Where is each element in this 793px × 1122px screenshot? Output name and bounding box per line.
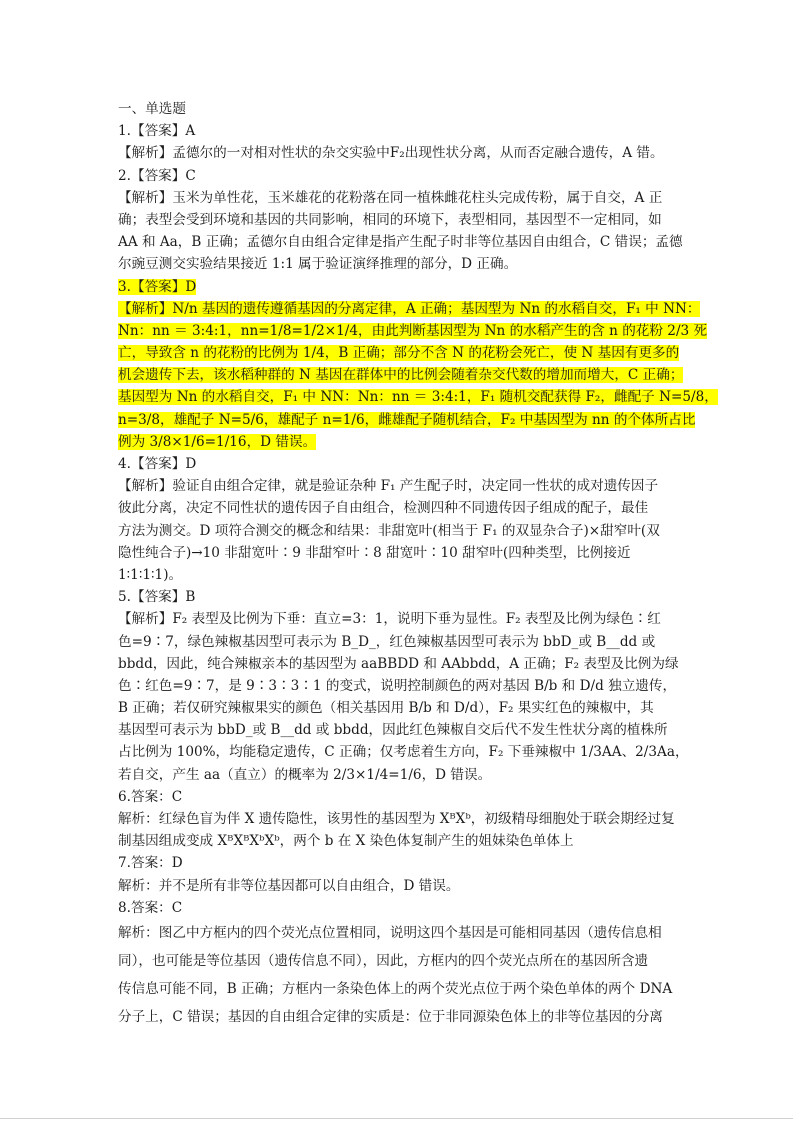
- answer-line-6: 6.答案：C: [118, 788, 183, 805]
- analysis-1-line-1: 【解析】孟德尔的一对相对性状的杂交实验中F₂出现性状分离，从而否定融合遗传，A 错。: [118, 145, 664, 162]
- analysis-8-line-1: 解析：图乙中方框内的四个荧光点位置相同，说明这四个基因是可能相同基因（遗传信息相: [118, 924, 662, 941]
- analysis-5-line-2: 色=9∶7，绿色辣椒基因型可表示为 B_D_，红色辣椒基因型可表示为 bbD_或 B__dd 或: [118, 633, 656, 650]
- answer-line-1: 1.【答案】A: [118, 123, 196, 140]
- answer-line-7: 7.答案：D: [118, 855, 183, 872]
- analysis-3-line-6: n=3/8，雄配子 N=5/6，雄配子 n=1/6，雌雄配子随机结合，F₂ 中基因型为 nn 的个体所占比: [118, 411, 696, 428]
- analysis-4-line-4: 隐性纯合子)→10 非甜宽叶∶9 非甜窄叶∶8 甜宽叶∶10 甜窄叶(四种类型，比例接近: [118, 544, 631, 561]
- answer-line-5: 5.【答案】B: [118, 589, 196, 606]
- analysis-3-line-2: Nn：nn ＝ 3:4:1，nn=1/8=1/2×1/4，由此判断基因型为 Nn 的水稻产生的含 n 的花粉 2/3 死: [118, 322, 708, 339]
- analysis-5-line-8: 若自交，产生 aa（直立）的概率为 2/3×1/4=1/6，D 错误。: [118, 766, 492, 783]
- analysis-6-line-2: 制基因组成变成 XᴮXᴮXᵇXᵇ，两个 b 在 X 染色体复制产生的姐妹染色单体上: [118, 833, 574, 850]
- analysis-3-line-4: 机会遗传下去，该水稻种群的 N 基因在群体中的比例会随着杂交代数的增加而增大，C 正确；: [118, 367, 684, 384]
- analysis-8-line-3: 传信息可能不同，B 正确；方框内一条染色体上的两个荧光点位于两个染色单体的两个 DNA: [118, 980, 673, 997]
- analysis-4-line-5: 1∶1∶1∶1)。: [118, 566, 183, 583]
- page-bottom-divider: [0, 1118, 793, 1119]
- analysis-3-line-3: 亡，导致含 n 的花粉的比例为 1/4，B 正确；部分不含 N 的花粉会死亡，使 N 基因有更多的: [118, 345, 680, 362]
- analysis-3-line-7: 例为 3/8×1/6=1/16，D 错误。: [118, 433, 317, 450]
- analysis-4-line-2: 彼此分离，决定不同性状的遗传因子自由组合，检测四种不同遗传因子组成的配子，最佳: [118, 500, 649, 517]
- analysis-6-line-1: 解析：红绿色盲为伴 X 遗传隐性，该男性的基因型为 XᴮXᵇ，初级精母细胞处于联会期经过复: [118, 811, 675, 827]
- analysis-5-line-3: bbdd，因此，纯合辣椒亲本的基因型为 aaBBDD 和 AAbbdd，A 正确；F₂ 表型及比例为绿: [118, 655, 679, 672]
- analysis-2-line-1: 【解析】玉米为单性花，玉米雄花的花粉落在同一植株雌花柱头完成传粉，属于自交，A 正: [118, 189, 663, 206]
- analysis-2-line-3: AA 和 Aa，B 正确；孟德尔自由组合定律是指产生配子时非等位基因自由组合，C 错误；孟德: [118, 234, 683, 251]
- analysis-5-line-4: 色∶红色=9∶7，是 9∶3∶3∶1 的变式，说明控制颜色的两对基因 B/b 和 D/d 独立遗传，: [118, 677, 677, 694]
- analysis-4-line-3: 方法为测交。D 项符合测交的概念和结果：非甜宽叶(相当于 F₁ 的双显杂合子)×甜窄叶(双: [118, 522, 660, 539]
- answer-line-4: 4.【答案】D: [118, 456, 197, 472]
- analysis-3-line-1: 【解析】N/n 基因的遗传遵循基因的分离定律，A 正确；基因型为 Nn 的水稻自交，F₁ 中 NN：: [118, 300, 701, 317]
- analysis-8-line-2: 同），也可能是等位基因（遗传信息不同），因此，方框内的四个荧光点所在的基因所含遗: [118, 952, 649, 969]
- analysis-3-line-5: 基因型为 Nn 的水稻自交，F₁ 中 NN：Nn：nn ＝ 3:4:1，F₁ 随机交配获得 F₂，雌配子 N=5/8，: [118, 389, 718, 406]
- analysis-5-line-7: 占比例为 100%，均能稳定遗传，C 正确；仅考虑着生方向，F₂ 下垂辣椒中 1/3AA、2/3Aa，: [118, 744, 689, 761]
- analysis-5-line-5: B 正确；若仅研究辣椒果实的颜色（相关基因用 B/b 和 D/d），F₂ 果实红色的辣椒中，其: [118, 700, 654, 717]
- section-title: 一、单选题: [118, 101, 186, 117]
- answer-content: [118, 98, 718, 1031]
- analysis-5-line-6: 基因型可表示为 bbD_或 B__dd 或 bbdd，因此红色辣椒自交后代不发生性状分离的植株所: [118, 722, 668, 739]
- analysis-2-line-2: 确；表型会受到环境和基因的共同影响，相同的环境下，表型相同，基因型不一定相同，如: [118, 211, 662, 228]
- answer-line-2: 2.【答案】C: [118, 167, 196, 184]
- analysis-5-line-1: 【解析】F₂ 表型及比例为下垂：直立=3：1，说明下垂为显性。F₂ 表型及比例为绿色∶红: [118, 611, 661, 628]
- analysis-4-line-1: 【解析】验证自由组合定律，就是验证杂种 F₁ 产生配子时，决定同一性状的成对遗传因子: [118, 478, 659, 495]
- answer-line-8: 8.答案：C: [118, 899, 183, 916]
- analysis-2-line-4: 尔豌豆测交实验结果接近 1:1 属于验证演绎推理的部分，D 正确。: [118, 256, 518, 273]
- answer-line-3: 3.【答案】D: [118, 278, 197, 295]
- analysis-8-line-4: 分子上，C 错误；基因的自由组合定律的实质是：位于非同源染色体上的非等位基因的分离: [118, 1008, 663, 1025]
- analysis-7-line-1: 解析：并不是所有非等位基因都可以自由组合，D 错误。: [118, 877, 460, 894]
